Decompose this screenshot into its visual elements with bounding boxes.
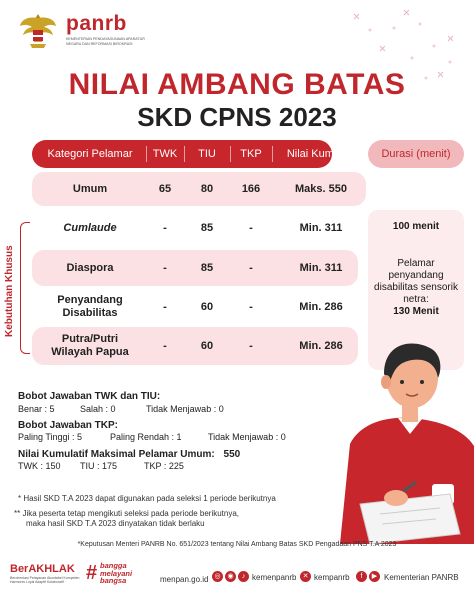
bobot-tkp-tidak-menjawab: Tidak Menjawab : 0 <box>208 432 286 442</box>
garuda-emblem-icon <box>18 10 58 52</box>
twitter-icon[interactable]: ✕ <box>300 571 311 582</box>
header-kategori: Kategori Pelamar <box>47 148 133 160</box>
note-2b: maka hasil SKD T.A 2023 dinyatakan tidak berlaku <box>26 519 205 528</box>
bobot-salah: Salah : 0 <box>80 404 116 414</box>
max-title: Nilai Kumulatif Maksimal Pelamar Umum: <box>18 449 215 460</box>
row-diaspora-tkp: - <box>249 262 253 274</box>
row-diaspora-tiu: 85 <box>200 262 214 274</box>
hashtag-icon: # <box>86 562 98 584</box>
social-handle-2[interactable]: kempanrb <box>314 573 350 582</box>
page-title: NILAI AMBANG BATAS <box>68 68 406 101</box>
duration-default: 100 menit <box>392 221 440 232</box>
row-diaspora-twk: - <box>163 262 167 274</box>
bobot-paling-rendah: Paling Rendah : 1 <box>110 432 182 442</box>
social-handle-1[interactable]: kemenpanrb <box>252 573 297 582</box>
row-kategori-cumlaude: Cumlaude <box>63 222 117 234</box>
tiktok-icon[interactable]: ♪ <box>238 571 249 582</box>
max-tkp: TKP : 225 <box>144 461 184 471</box>
row-papua-tkp: - <box>249 340 253 352</box>
max-value: 550 <box>223 449 241 460</box>
bobot-tidak-menjawab: Tidak Menjawab : 0 <box>146 404 224 414</box>
row-umum-tiu: 80 <box>200 183 214 195</box>
bobot-paling-tinggi: Paling Tinggi : 5 <box>18 432 83 442</box>
berakhlak-subtitle: Berorientasi Pelayanan Akuntabel Kompeten Harmonis Loyal Adaptif Kolaboratif <box>10 576 80 585</box>
row-disabilitas-tiu: 60 <box>200 301 214 313</box>
person-illustration <box>340 334 474 544</box>
row-papua-twk: - <box>163 340 167 352</box>
brand-logo: panrb <box>66 12 127 35</box>
header-kumulatif: Nilai Kumulatif <box>286 148 358 160</box>
duration-disabilitas-text: Pelamar penyandang disabilitas sensorik netra: <box>374 258 458 305</box>
youtube-icon[interactable]: ▶ <box>369 571 380 582</box>
row-cumlaude-tiu: 85 <box>200 222 214 234</box>
row-cumlaude-tkp: - <box>249 222 253 234</box>
row-disabilitas-twk: - <box>163 301 167 313</box>
row-umum-tkp: 166 <box>241 183 261 195</box>
max-twk: TWK : 150 <box>18 461 61 471</box>
header-tiu: TIU <box>198 148 216 160</box>
row-umum-twk: 65 <box>158 183 172 195</box>
bobot-twk-tiu-title: Bobot Jawaban TWK dan TIU: <box>18 391 161 402</box>
berakhlak-logo: BerAKHLAK <box>10 563 75 575</box>
duration-disabilitas-value: 130 Menit <box>393 306 439 317</box>
bobot-benar: Benar : 5 <box>18 404 55 414</box>
row-umum-kumulatif: Maks. 550 <box>295 183 347 195</box>
bobot-tkp-title: Bobot Jawaban TKP: <box>18 420 119 431</box>
khusus-bracket <box>20 222 30 354</box>
row-papua-kumulatif: Min. 286 <box>299 340 343 352</box>
melayani-word: melayani <box>100 568 133 578</box>
website-globe-icon[interactable]: ◎ <box>212 571 223 582</box>
header-durasi: Durasi (menit) <box>381 148 451 160</box>
row-kategori-disabilitas: Penyandang Disabilitas <box>57 294 123 319</box>
bangsa-word: bangsa <box>100 576 127 586</box>
bangga-word: bangga <box>100 561 127 570</box>
khusus-label: Kebutuhan Khusus <box>4 242 15 340</box>
brand-subtitle: KEMENTERIAN PENDAYAGUNAAN APARATUR NEGARA DAN REFORMASI BIROKRASI <box>66 37 145 46</box>
header-twk: TWK <box>152 148 178 160</box>
decree-note: *Keputusan Menteri PANRB No. 651/2023 tentang Nilai Ambang Batas SKD Pengadaan PNS T.A 2023 <box>77 541 397 548</box>
row-diaspora-kumulatif: Min. 311 <box>299 262 343 274</box>
row-papua-tiu: 60 <box>200 340 214 352</box>
facebook-icon[interactable]: f <box>356 571 367 582</box>
row-disabilitas-tkp: - <box>249 301 253 313</box>
note-2a: ** Jika peserta tetap mengikuti seleksi pada periode berikutnya, <box>14 509 240 518</box>
row-disabilitas-kumulatif: Min. 286 <box>299 301 343 313</box>
social-handle-3[interactable]: Kementerian PANRB <box>384 573 459 582</box>
note-1: * Hasil SKD T.A 2023 dapat digunakan pada seleksi 1 periode berikutnya <box>18 494 276 503</box>
row-cumlaude-twk: - <box>163 222 167 234</box>
row-kategori-diaspora: Diaspora <box>66 262 114 274</box>
row-kategori-umum: Umum <box>72 183 108 195</box>
row-kategori-papua: Putra/Putri Wilayah Papua <box>51 333 129 358</box>
page-subtitle: SKD CPNS 2023 <box>137 102 337 132</box>
instagram-icon[interactable]: ◉ <box>225 571 236 582</box>
header-tkp: TKP <box>240 148 262 160</box>
max-tiu: TIU : 175 <box>80 461 118 471</box>
max-title-row <box>18 449 240 460</box>
bangga-melayani-logo <box>100 562 132 585</box>
website-link[interactable]: menpan.go.id <box>160 575 209 584</box>
row-cumlaude-kumulatif: Min. 311 <box>299 222 343 234</box>
